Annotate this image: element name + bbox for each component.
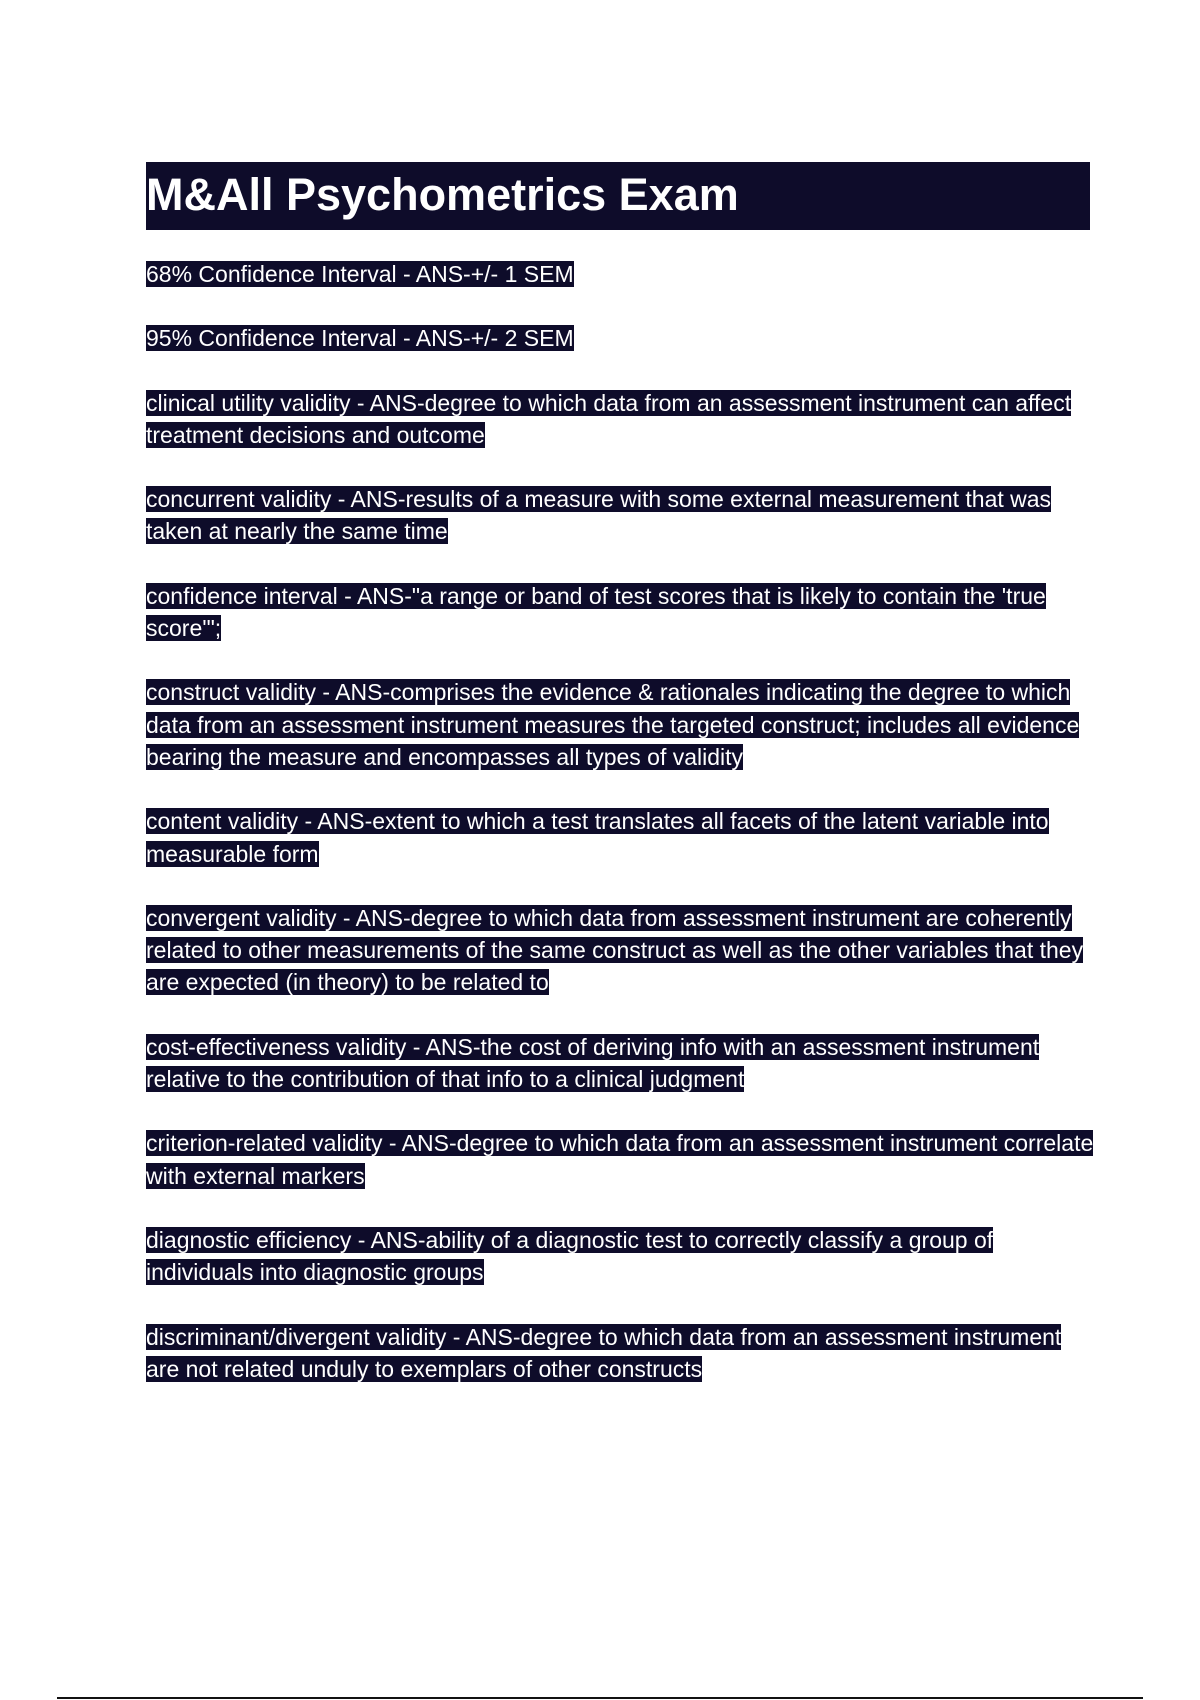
entry-text: 95% Confidence Interval - ANS-+/- 2 SEM bbox=[146, 325, 574, 352]
document-title: M&All Psychometrics Exam bbox=[146, 169, 739, 220]
entry-text: diagnostic efficiency - ANS-ability of a diagnostic test to correctly classify a group of individuals into diagnostic groups bbox=[146, 1226, 994, 1286]
entry-text: content validity - ANS-extent to which a test translates all facets of the latent variable into measurable form bbox=[146, 808, 1049, 867]
entry-text: discriminant/divergent validity - ANS-degree to which data from an assessment instrument are not related unduly to exemplars of other constructs bbox=[146, 1323, 1062, 1382]
entry-text: clinical utility validity - ANS-degree to which data from an assessment instrument can affect treatment decisions and outcome bbox=[146, 389, 1072, 448]
flashcard-entry bbox=[146, 387, 1096, 452]
flashcard-entry bbox=[146, 322, 1096, 354]
entry-text: 68% Confidence Interval - ANS-+/- 1 SEM bbox=[146, 261, 574, 287]
flashcard-list bbox=[146, 258, 1096, 1417]
flashcard-entry bbox=[146, 483, 1096, 548]
entry-text: convergent validity - ANS-degree to which data from assessment instrument are coherently related to other measurements of the same construct as well as the other variables that they are expected (in theory) to be related to bbox=[146, 904, 1084, 996]
title-banner bbox=[146, 162, 1090, 230]
entry-text: confidence interval - ANS-"a range or band of test scores that is likely to contain the 'true score'"; bbox=[146, 582, 1046, 642]
entry-text: concurrent validity - ANS-results of a measure with some external measurement that was taken at nearly the same time bbox=[146, 486, 1052, 545]
flashcard-entry bbox=[146, 1321, 1096, 1386]
flashcard-entry bbox=[146, 1031, 1096, 1096]
entry-text: criterion-related validity - ANS-degree to which data from an assessment instrument correlate with external markers bbox=[146, 1130, 1094, 1189]
page-bottom-rule bbox=[57, 1697, 1143, 1699]
flashcard-entry bbox=[146, 1224, 1096, 1289]
entry-text: cost-effectiveness validity - ANS-the cost of deriving info with an assessment instrument relative to the contribution of that info to a clinical judgment bbox=[146, 1033, 1040, 1093]
flashcard-entry bbox=[146, 902, 1096, 999]
flashcard-entry bbox=[146, 580, 1096, 645]
flashcard-entry bbox=[146, 258, 1096, 290]
flashcard-entry bbox=[146, 1127, 1096, 1192]
flashcard-entry bbox=[146, 676, 1096, 773]
entry-text: construct validity - ANS-comprises the evidence & rationales indicating the degree to which data from an assessment instrument measures the targeted construct; includes all evidence bearing the measure and encompasses all types of validity bbox=[146, 679, 1080, 770]
flashcard-entry bbox=[146, 805, 1096, 870]
